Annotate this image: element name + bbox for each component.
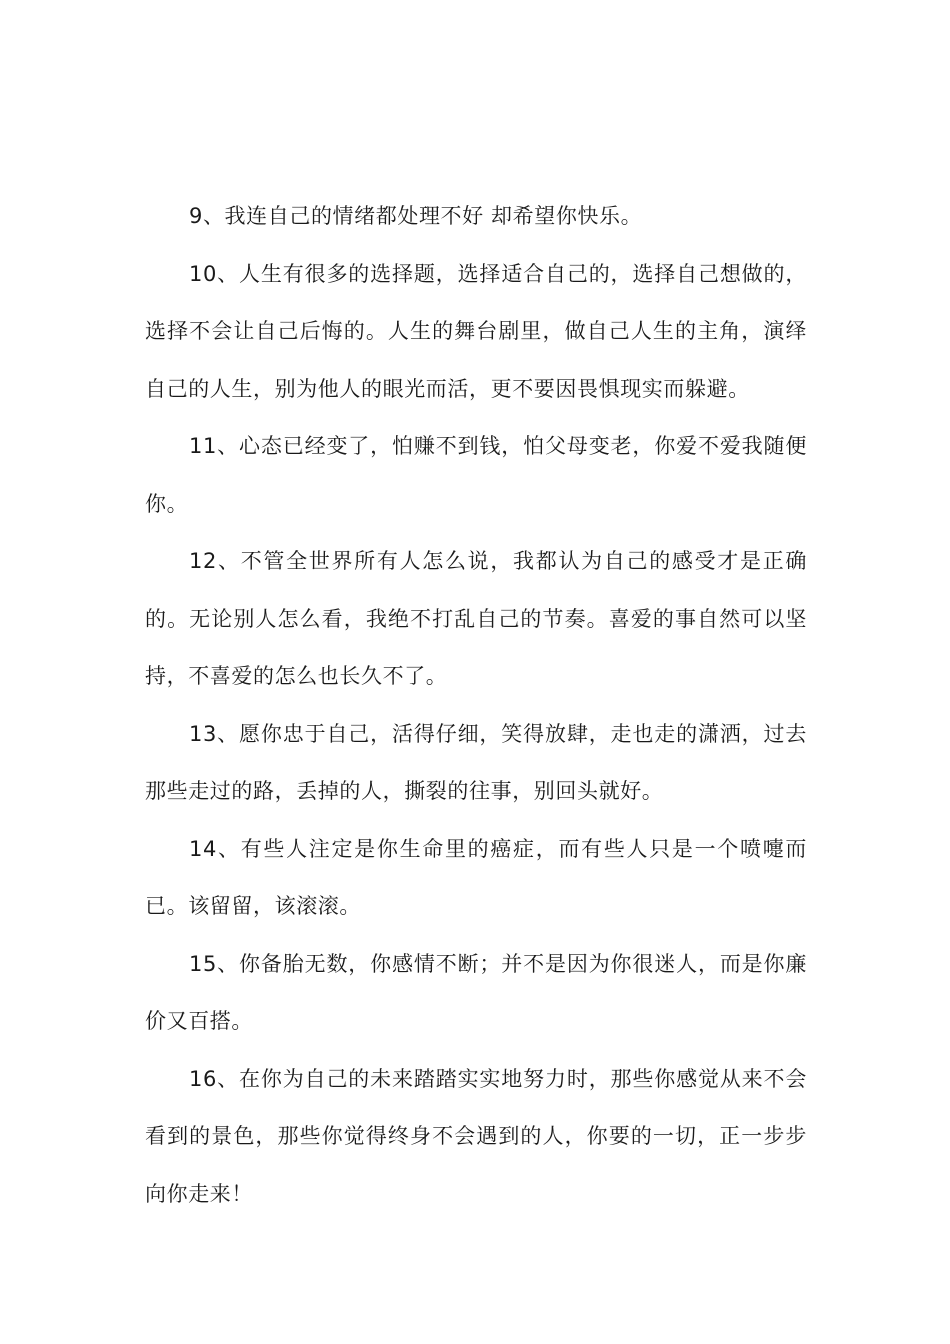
document-body xyxy=(145,188,807,1223)
paragraph-14: 14、有些人注定是你生命里的癌症，而有些人只是一个喷嚏而已。该留留，该滚滚。 xyxy=(145,836,807,918)
paragraph-9: 9、我连自己的情绪都处理不好 却希望你快乐。 xyxy=(189,204,643,228)
paragraph-10: 10、人生有很多的选择题，选择适合自己的，选择自己想做的，选择不会让自己后悔的。人生的舞台剧里，做自己人生的主角，演绎自己的人生，别为他人的眼光而活，更不要因畏惧现实而躲避。 xyxy=(145,261,807,401)
paragraph-13: 13、愿你忠于自己，活得仔细，笑得放肆，走也走的潇洒，过去那些走过的路，丢掉的人，撕裂的往事，别回头就好。 xyxy=(145,721,807,803)
paragraph-15: 15、你备胎无数，你感情不断；并不是因为你很迷人，而是你廉价又百搭。 xyxy=(145,951,807,1033)
paragraph-12: 12、不管全世界所有人怎么说，我都认为自己的感受才是正确的。无论别人怎么看，我绝不打乱自己的节奏。喜爱的事自然可以坚持，不喜爱的怎么也长久不了。 xyxy=(145,549,807,688)
paragraph-11: 11、心态已经变了，怕赚不到钱，怕父母变老，你爱不爱我随便你。 xyxy=(145,434,807,516)
paragraph-16: 16、在你为自己的未来踏踏实实地努力时，那些你感觉从来不会看到的景色，那些你觉得终身不会遇到的人，你要的一切，正一步步向你走来！ xyxy=(145,1066,807,1206)
